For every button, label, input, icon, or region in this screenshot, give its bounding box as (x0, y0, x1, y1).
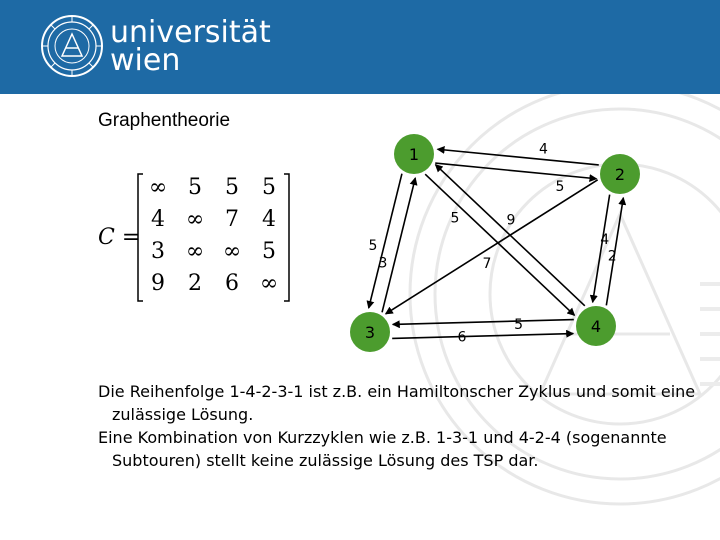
edge-label-4-1: 9 (506, 212, 516, 229)
matrix-cell: ∞ (222, 239, 242, 264)
matrix-cell: ∞ (185, 207, 205, 232)
edge-label-3-4: 5 (514, 317, 524, 334)
paragraph-subtours: Eine Kombination von Kurzzyklen wie z.B. 1-3-1 und 4-2-4 (sogenannte Subtouren) stellt keine zulässige Lösung des TSP dar. (98, 428, 667, 470)
matrix-cell: 5 (188, 175, 202, 200)
body-text (98, 380, 698, 472)
graph-node-label-1: 1 (408, 145, 420, 164)
university-logo[interactable] (40, 14, 271, 82)
edge-1-2 (435, 163, 596, 179)
header-bar (0, 0, 720, 94)
edge-label-1-3: 5 (368, 237, 378, 254)
edge-label-4-3: 6 (457, 329, 467, 346)
paragraph-hamilton-cycle: Die Reihenfolge 1-4-2-3-1 ist z.B. ein Hamiltonscher Zyklus und somit eine zulässige Lösung. (98, 382, 696, 424)
matrix-cell: 5 (225, 175, 239, 200)
university-seal-icon (40, 14, 104, 78)
edge-label-1-2: 5 (555, 179, 565, 196)
edge-3-4 (392, 334, 573, 339)
graph-node-label-2: 2 (614, 165, 626, 184)
cost-matrix (98, 170, 308, 305)
matrix-cell: 9 (151, 271, 165, 296)
edge-label-2-1: 4 (538, 141, 548, 158)
logo-text-wien: wien (110, 43, 181, 78)
matrix-cell: ∞ (148, 175, 168, 200)
edge-label-2-4: 2 (607, 248, 617, 265)
graph-diagram (330, 120, 660, 370)
matrix-cell: 6 (225, 271, 239, 296)
matrix-cell: 5 (262, 239, 276, 264)
edge-label-1-4: 5 (450, 210, 460, 227)
edge-2-3 (386, 180, 598, 314)
matrix-left-bracket (138, 174, 143, 301)
logo-text-universitaet: universität (110, 15, 271, 50)
matrix-cell: ∞ (185, 239, 205, 264)
matrix-cell: 2 (188, 271, 202, 296)
edge-3-1 (382, 178, 415, 312)
matrix-cell: 5 (262, 175, 276, 200)
edge-4-3 (393, 320, 574, 325)
edge-label-4-2: 4 (600, 231, 610, 248)
graph-node-label-4: 4 (590, 317, 602, 336)
slide-title: Graphentheorie (98, 110, 231, 131)
edge-1-4 (425, 174, 574, 315)
matrix-cell: 4 (151, 207, 165, 232)
edge-label-3-1: 3 (378, 255, 388, 272)
matrix-cell: ∞ (259, 271, 279, 296)
edge-label-2-3: 7 (482, 255, 492, 272)
matrix-name: C = (98, 225, 141, 250)
matrix-cell: 3 (151, 239, 165, 264)
graph-node-label-3: 3 (364, 323, 376, 342)
matrix-cell: 7 (225, 207, 239, 232)
matrix-right-bracket (284, 174, 289, 301)
matrix-cell: 4 (262, 207, 276, 232)
edge-2-1 (438, 149, 599, 165)
